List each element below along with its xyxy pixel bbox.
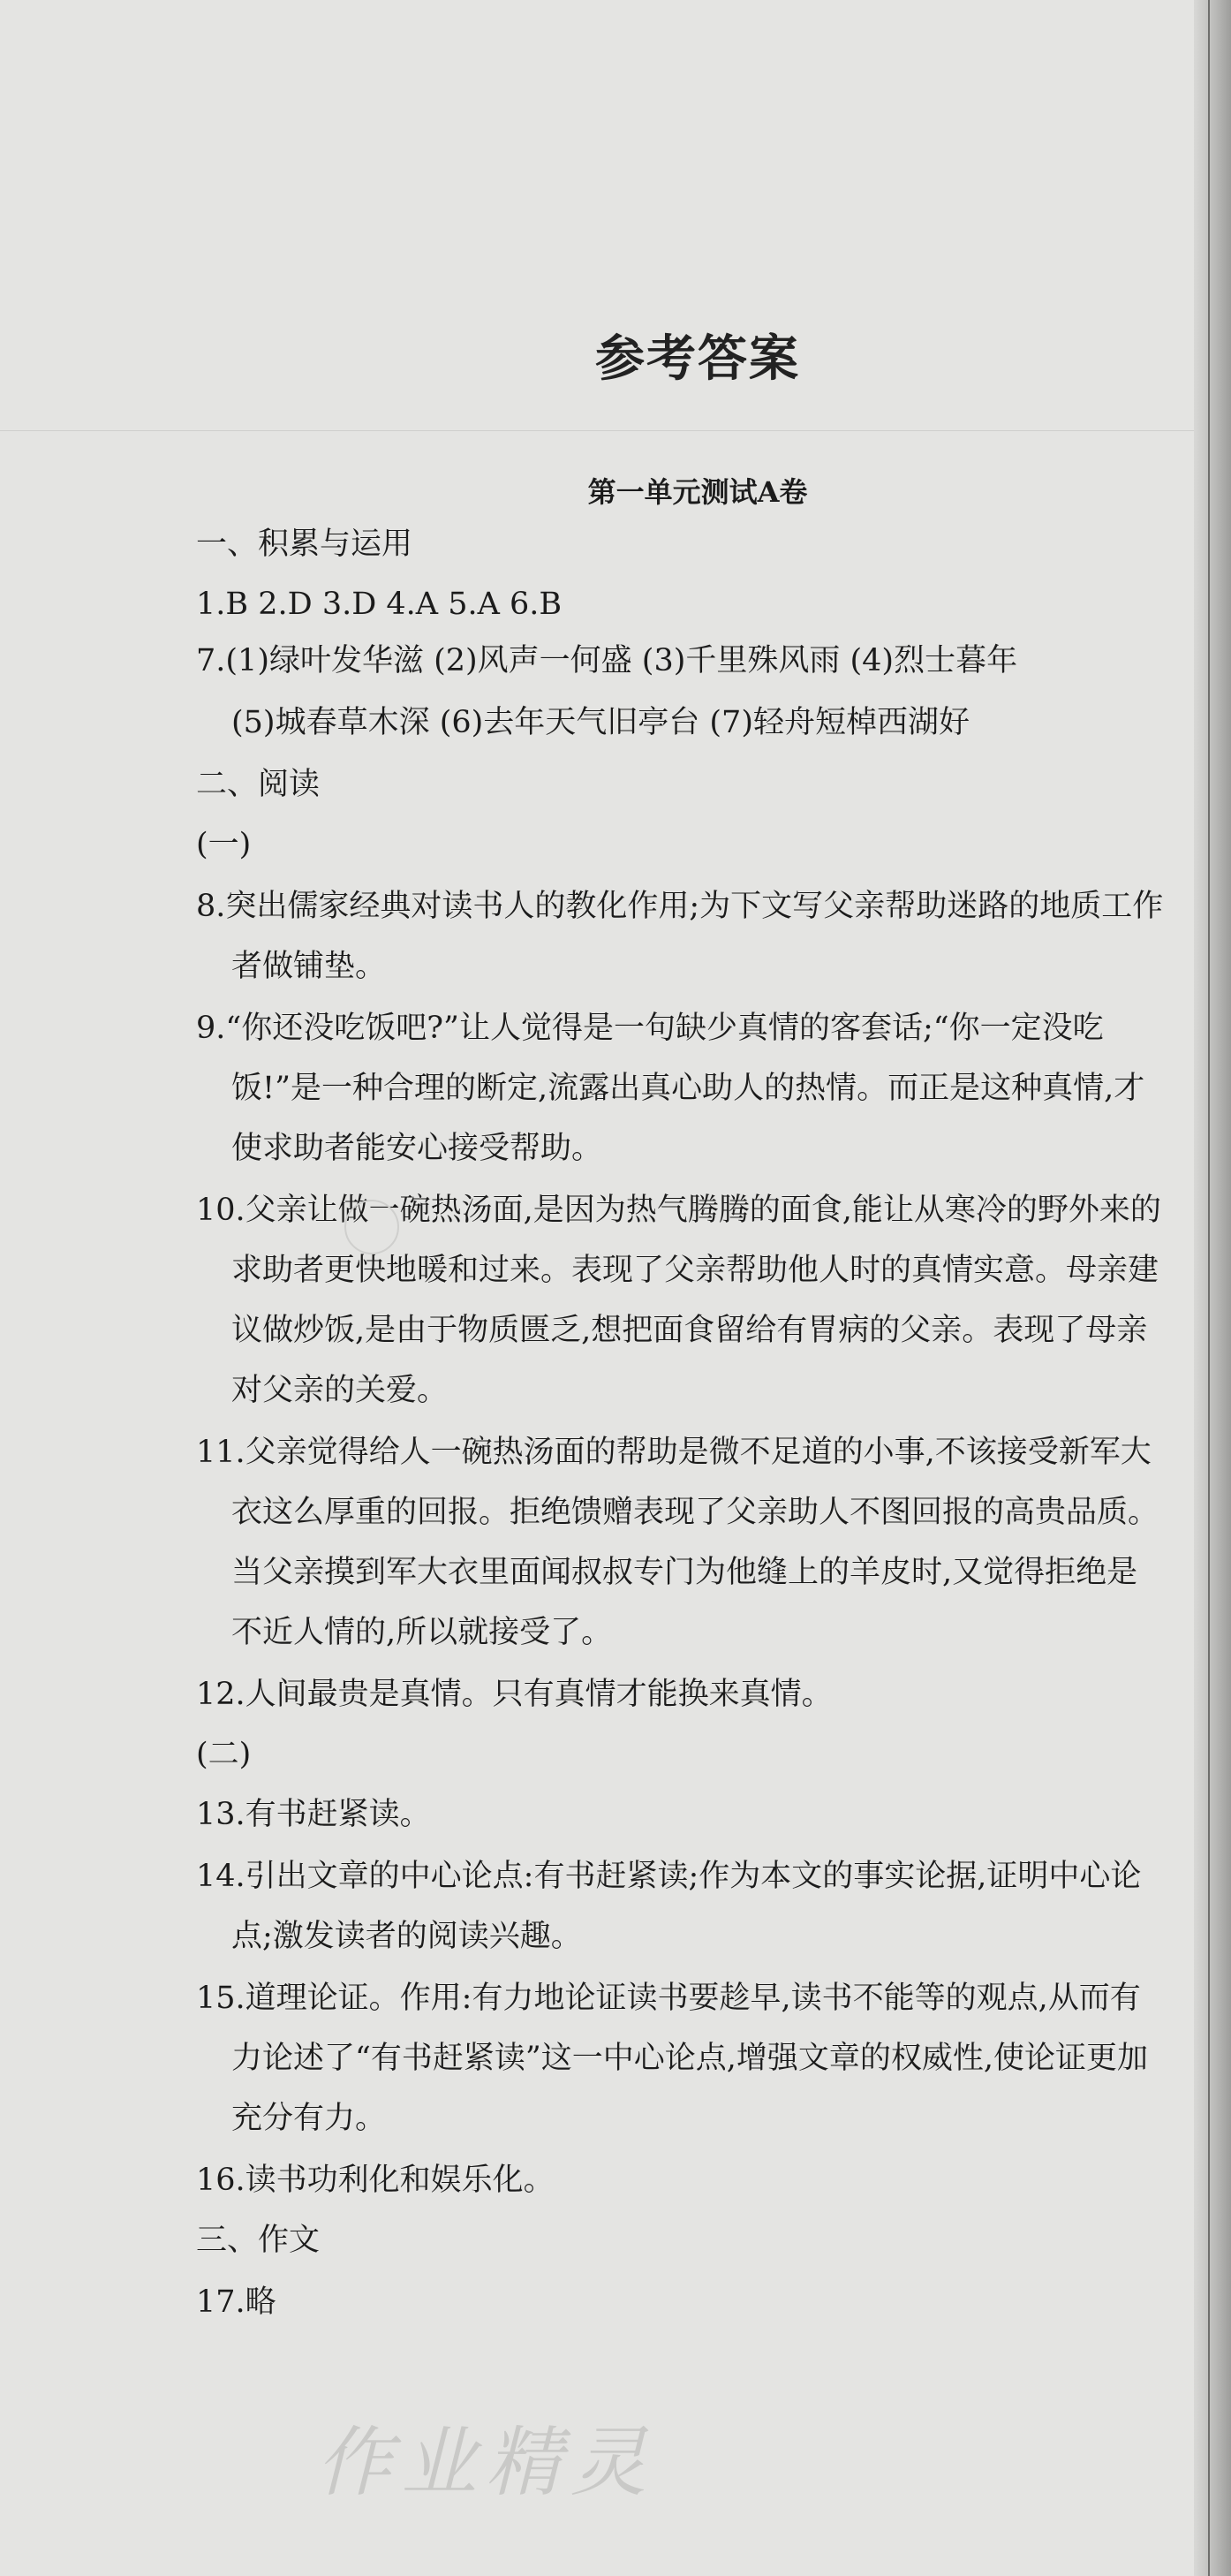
answer-line: 者做铺垫。: [231, 949, 387, 984]
answer-line: 8.突出儒家经典对读书人的教化作用;为下文写父亲帮助迷路的地质工作: [196, 889, 1164, 924]
title-divider: [0, 430, 1194, 431]
answer-line: 12.人间最贵是真情。只有真情才能换来真情。: [196, 1677, 833, 1712]
answer-line: 11.父亲觉得给人一碗热汤面的帮助是微不足道的小事,不该接受新军大: [196, 1435, 1152, 1470]
faint-stamp-mark: [344, 1200, 399, 1254]
answer-line: 13.有书赶紧读。: [196, 1797, 431, 1832]
answer-line: 饭!”是一种合理的断定,流露出真心助人的热情。而正是这种真情,才: [231, 1071, 1145, 1106]
answer-line: 16.读书功利化和娱乐化。: [196, 2163, 555, 2198]
answer-line: 求助者更快地暖和过来。表现了父亲帮助他人时的真情实意。母亲建: [231, 1253, 1159, 1288]
answer-line: 对父亲的关爱。: [231, 1373, 449, 1408]
answer-line: (5)城春草木深 (6)去年天气旧亭台 (7)轻舟短棹西湖好: [231, 705, 970, 740]
answer-line: 14.引出文章的中心论点:有书赶紧读;作为本文的事实论据,证明中心论: [196, 1859, 1142, 1894]
answer-line: 10.父亲让做一碗热汤面,是因为热气腾腾的面食,能让从寒冷的野外来的: [196, 1193, 1161, 1228]
answer-line: 不近人情的,所以就接受了。: [231, 1615, 613, 1650]
answer-line: 议做炒饭,是由于物质匮乏,想把面食留给有胃病的父亲。表现了母亲: [231, 1313, 1148, 1348]
answer-line: 7.(1)绿叶发华滋 (2)风声一何盛 (3)千里殊风雨 (4)烈士暮年: [196, 643, 1018, 678]
answer-line: 充分有力。: [231, 2101, 387, 2136]
answer-line: 力论述了“有书赶紧读”这一中心论点,增强文章的权威性,使论证更加: [231, 2041, 1149, 2076]
subsection-heading: (一): [196, 827, 252, 862]
section-heading-composition: 三、作文: [196, 2223, 321, 2258]
answer-line: 15.道理论证。作用:有力地论证读书要趁早,读书不能等的观点,从而有: [196, 1981, 1141, 2016]
answer-line: 17.略: [196, 2284, 276, 2320]
answer-line: 衣这么厚重的回报。拒绝馈赠表现了父亲助人不图回报的高贵品质。: [231, 1495, 1159, 1530]
section-subtitle: 第一单元测试A卷: [587, 475, 808, 509]
answer-line: 1.B 2.D 3.D 4.A 5.A 6.B: [196, 587, 563, 622]
answer-line: 当父亲摸到军大衣里面闻叔叔专门为他缝上的羊皮时,又觉得拒绝是: [231, 1555, 1138, 1590]
answer-line: 使求助者能安心接受帮助。: [231, 1131, 603, 1166]
section-heading-accumulation: 一、积累与运用: [196, 527, 413, 562]
answer-line: 点;激发读者的阅读兴趣。: [231, 1919, 582, 1954]
subsection-heading: (二): [196, 1737, 252, 1772]
watermark-logo: 作业精灵: [316, 2419, 655, 2507]
answer-line: 9.“你还没吃饭吧?”让人觉得是一句缺少真情的客套话;“你一定没吃: [196, 1011, 1104, 1046]
section-heading-reading: 二、阅读: [196, 767, 321, 802]
page-title: 参考答案: [595, 330, 800, 388]
